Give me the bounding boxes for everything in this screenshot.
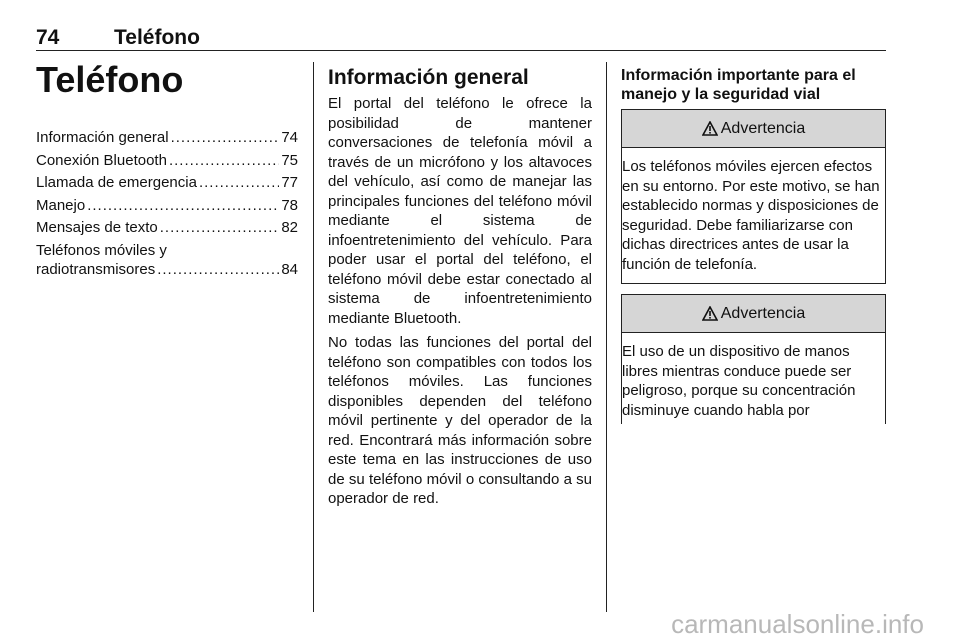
- warning-title: Advertencia: [720, 304, 806, 322]
- chapter-title: Teléfono: [36, 59, 184, 100]
- running-header: Teléfono: [114, 26, 200, 49]
- toc-page: 78: [281, 196, 298, 214]
- toc-item[interactable]: [36, 151, 298, 171]
- section-heading: Información general: [328, 66, 529, 89]
- safety-column: [621, 60, 886, 424]
- toc-label: Mensajes de texto: [36, 219, 158, 236]
- header-rule: [36, 50, 886, 51]
- toc-label: radiotransmisores: [36, 261, 156, 278]
- toc-label: Llamada de emergencia: [36, 174, 197, 191]
- toc-page: 74: [281, 129, 298, 146]
- warning-icon: [702, 306, 718, 321]
- toc-item[interactable]: [36, 241, 298, 280]
- toc-label: Información general: [36, 129, 169, 146]
- toc-page: 77: [281, 174, 298, 191]
- warning-text: Los teléfonos móviles ejercen efectos en su entorno. Por este motivo, se han establecido normas y disposiciones de seguridad. Debe familiarizarse con dichas directrices antes de usar la función de telefonía.: [622, 158, 880, 273]
- watermark: carmanualsonline.info: [671, 609, 924, 639]
- toc-item[interactable]: [36, 196, 298, 216]
- warning-icon: [702, 121, 718, 136]
- toc-item[interactable]: [36, 128, 298, 148]
- general-info-column: [328, 60, 592, 514]
- toc-page: 82: [281, 219, 298, 236]
- body-paragraph: El portal del teléfono le ofrece la posibilidad de mantener conversaciones de telefonía móvil a través de un micrófono y los altavoces del vehículo, así como de manejar las principales funciones del teléfono móvil mediante el sistema de infoentretenimiento del vehículo. Para poder usar el portal del teléfono, el teléfono móvil debe estar conectado al sistema de infoentretenimiento mediante Bluetooth.: [328, 95, 592, 327]
- body-paragraph: No todas las funciones del portal del teléfono son compatibles con todos los teléfonos móviles. Las funciones disponibles dependen del teléfono móvil pertinente y del operador de la red. Encontrará más información sobre este tema en las instrucciones de uso de su teléfono móvil o consultando a su operador de red.: [328, 334, 592, 507]
- warning-box: [621, 109, 886, 284]
- toc-label: Teléfonos móviles y: [36, 241, 167, 259]
- toc-column: [36, 60, 298, 283]
- toc-item[interactable]: [36, 218, 298, 238]
- warning-title: Advertencia: [720, 119, 806, 137]
- warning-header: [622, 295, 885, 333]
- toc-label: Manejo: [36, 196, 86, 214]
- toc-item[interactable]: [36, 173, 298, 193]
- section-heading: Información importante para el manejo y la seguridad vial: [621, 67, 856, 103]
- warning-header: [622, 110, 885, 148]
- page-number: 74: [36, 26, 60, 49]
- toc-label: Conexión Bluetooth: [36, 151, 167, 169]
- toc-page: 84: [281, 261, 298, 278]
- warning-box: [621, 294, 886, 424]
- warning-text: El uso de un dispositivo de manos libres mientras conduce puede ser peligroso, porque su concentración disminuye cuando habla por: [622, 343, 856, 419]
- toc-page: 75: [281, 151, 298, 169]
- column-divider: [606, 62, 607, 612]
- column-divider: [313, 62, 314, 612]
